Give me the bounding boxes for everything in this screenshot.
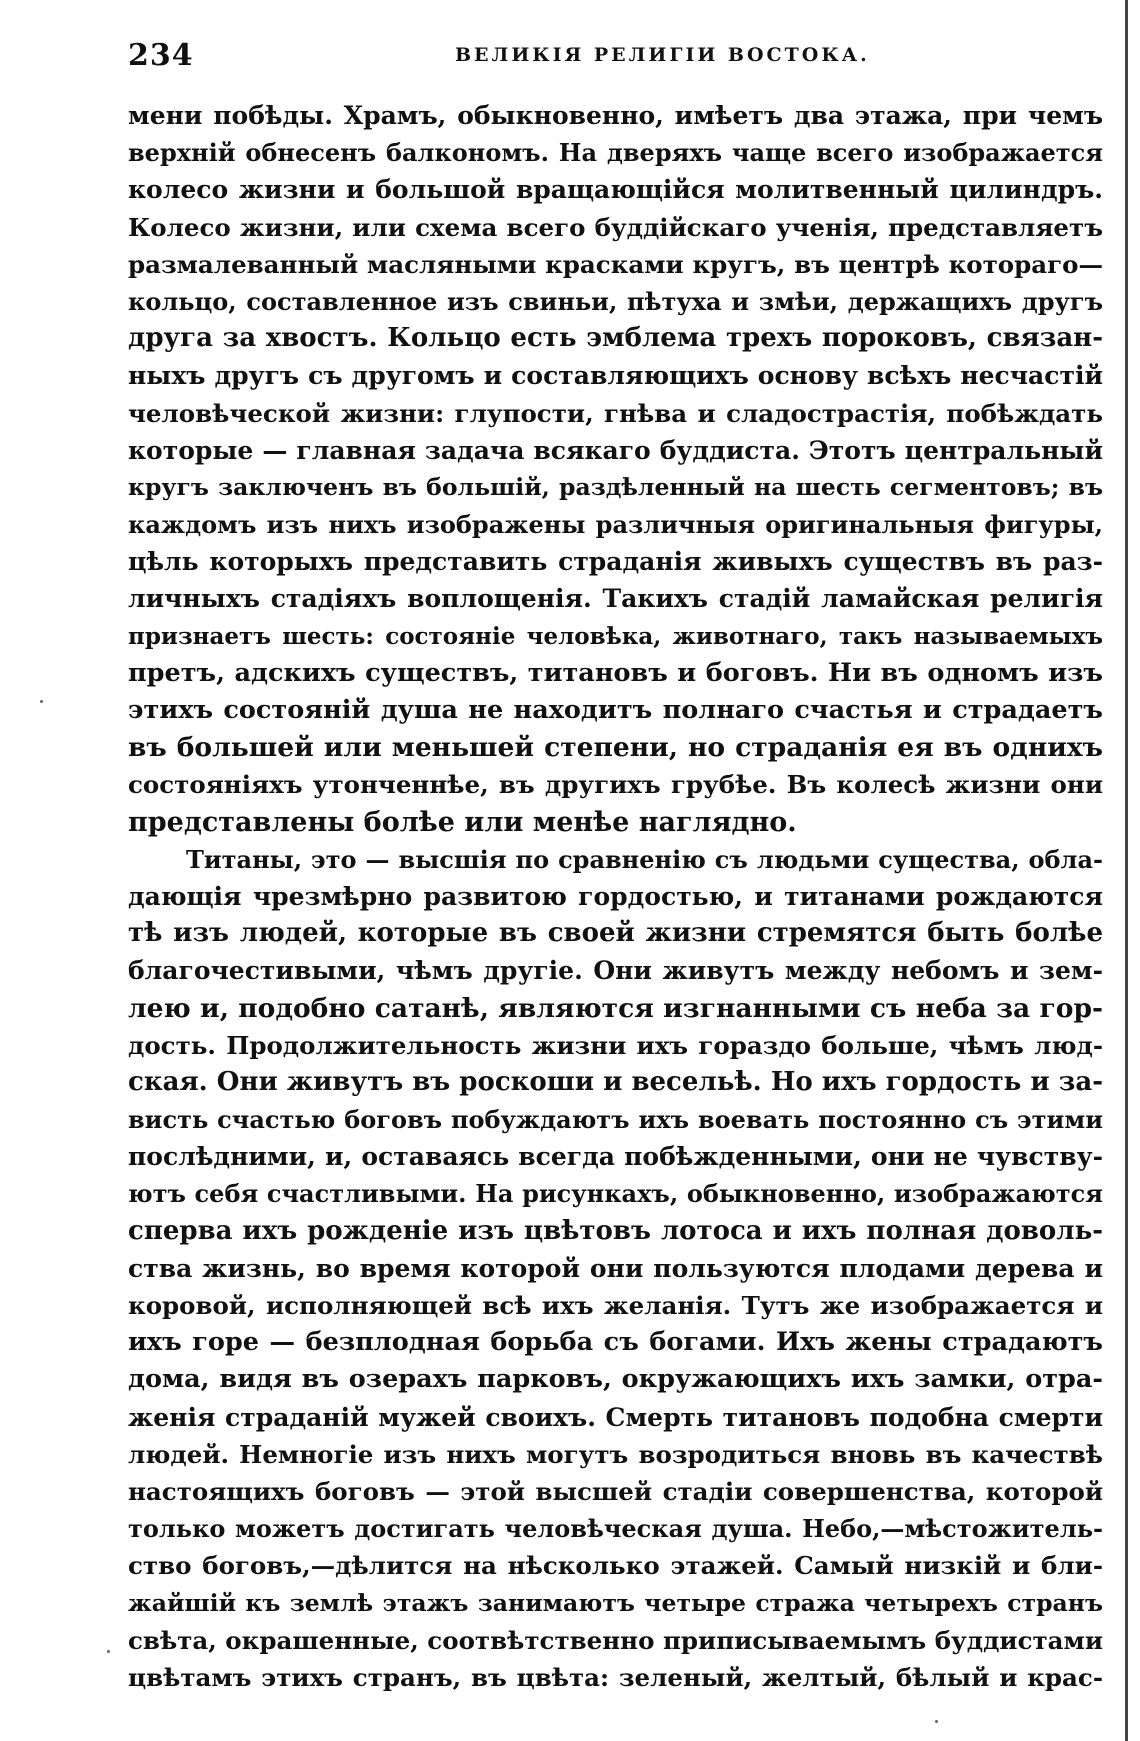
text-line: дающія чрезмѣрно развитою гордостью, и титанами рождаются	[128, 881, 1103, 911]
text-line: въ большей или меньшей степени, но страданія ея въ однихъ	[128, 732, 1103, 764]
paragraph-2	[128, 841, 1103, 1696]
text-line: женія страданій мужей своихъ. Смерть титановъ подобна смерти	[128, 1402, 1103, 1432]
text-line: друга за хвостъ. Кольцо есть эмблема трехъ пороковъ, связан-	[128, 323, 1103, 354]
text-line: претъ, адскихъ существъ, титановъ и боговъ. Ни въ одномъ изъ	[128, 657, 1103, 688]
text-line: висть счастью боговъ побуждаютъ ихъ воевать постоянно съ этими	[128, 1105, 1103, 1135]
text-line: Колесо жизни, или схема всего буддійскаго ученія, представляетъ	[128, 212, 1103, 242]
text-line: послѣдними, и, оставаясь всегда побѣжденными, они не чувству-	[128, 1142, 1103, 1172]
text-line: ихъ горе — безплодная борьба съ богами. Ихъ жены страдаютъ	[128, 1327, 1103, 1358]
paragraph-1	[128, 97, 1103, 841]
text-line: свѣта, окрашенные, соотвѣтственно приписываемымъ буддистами	[128, 1625, 1103, 1655]
scan-speck	[107, 1650, 110, 1653]
text-line: ская. Они живутъ въ роскоши и весельѣ. Но ихъ гордость и за-	[128, 1066, 1103, 1097]
text-line: ство боговъ,—дѣлится на нѣсколько этажей. Самый низкій и бли-	[128, 1551, 1103, 1581]
text-line: только можетъ достигать человѣческая душа. Небо,—мѣстожитель-	[128, 1514, 1103, 1544]
text-line: кольцо, составленное изъ свиньи, пѣтуха и змѣи, держащихъ другъ	[128, 286, 1103, 316]
text-line: коровой, исполняющей всѣ ихъ желанія. Тутъ же изображается и	[128, 1291, 1103, 1320]
text-line: мени побѣды. Храмъ, обыкновенно, имѣетъ два этажа, при чемъ	[128, 101, 1103, 130]
text-line: благочестивыми, чѣмъ другіе. Они живутъ между небомъ и зем-	[128, 956, 1103, 986]
text-line: тѣ изъ людей, которые въ своей жизни стремятся быть болѣе	[128, 918, 1103, 949]
text-line: размалеванный масляными красками кругъ, въ центрѣ котораго—	[128, 249, 1103, 279]
text-line: кругъ заключенъ въ большій, раздѣленный на шесть сегментовъ; въ	[128, 472, 1103, 501]
page-number: 234	[128, 38, 194, 73]
text-line: ныхъ другъ съ другомъ и составляющихъ основу всѣхъ несчастій	[128, 361, 1103, 391]
text-line: каждомъ изъ нихъ изображены различныя оригинальныя фигуры,	[128, 510, 1103, 540]
text-line: Титаны, это — высшія по сравненію съ людьми существа, обла-	[186, 844, 1103, 874]
text-line: верхній обнесенъ балкономъ. На дверяхъ чаще всего изображается	[128, 138, 1103, 168]
text-line: представлены болѣе или менѣе наглядно.	[128, 806, 797, 838]
text-line: ства жизнь, во время которой они пользуются плодами дерева и	[128, 1253, 1103, 1283]
text-line: цѣль которыхъ представить страданія живыхъ существъ въ раз-	[128, 547, 1103, 577]
text-line: людей. Немногіе изъ нихъ могутъ возродиться вновь въ качествѣ	[128, 1439, 1103, 1469]
body-text	[128, 97, 1103, 1696]
text-line: дома, видя въ озерахъ парковъ, окружающихъ ихъ замки, отра-	[128, 1364, 1103, 1395]
text-line: колесо жизни и большой вращающійся молитвенный цилиндръ.	[128, 175, 1103, 205]
running-title: ВЕЛИКІЯ РЕЛИГІИ ВОСТОКА.	[455, 44, 870, 66]
text-line: человѣческой жизни: глупости, гнѣва и сладострастія, побѣждать	[128, 398, 1103, 428]
text-line: состояніяхъ утонченнѣе, въ другихъ грубѣе. Въ колесѣ жизни они	[128, 770, 1103, 800]
page-edge-rule	[1125, 0, 1128, 1741]
text-line: дость. Продолжительность жизни ихъ гораздо больше, чѣмъ люд-	[128, 1030, 1103, 1060]
text-line: признаетъ шесть: состояніе человѣка, животнаго, такъ называемыхъ	[128, 622, 1103, 650]
text-line: лею и, подобно сатанѣ, являются изгнанными съ неба за гор-	[128, 992, 1103, 1024]
text-line: жайшій къ землѣ этажъ занимаютъ четыре стража четырехъ странъ	[128, 1588, 1103, 1617]
text-line: настоящихъ боговъ — этой высшей стадіи совершенства, которой	[128, 1476, 1103, 1506]
scan-speck	[935, 1720, 938, 1723]
text-line: сперва ихъ рожденіе изъ цвѣтовъ лотоса и ихъ полная доволь-	[128, 1215, 1103, 1246]
text-line: личныхъ стадіяхъ воплощенія. Такихъ стадій ламайская религія	[128, 584, 1103, 614]
text-line: которые — главная задача всякаго буддиста. Этотъ центральный	[128, 435, 1103, 465]
text-line: ютъ себя счастливыми. На рисункахъ, обыкновенно, изображаются	[128, 1179, 1103, 1209]
scan-speck	[40, 700, 43, 703]
text-line: цвѣтамъ этихъ странъ, въ цвѣта: зеленый, желтый, бѣлый и крас-	[128, 1662, 1103, 1692]
text-line: этихъ состояній душа не находитъ полнаго счастья и страдаетъ	[128, 695, 1103, 725]
